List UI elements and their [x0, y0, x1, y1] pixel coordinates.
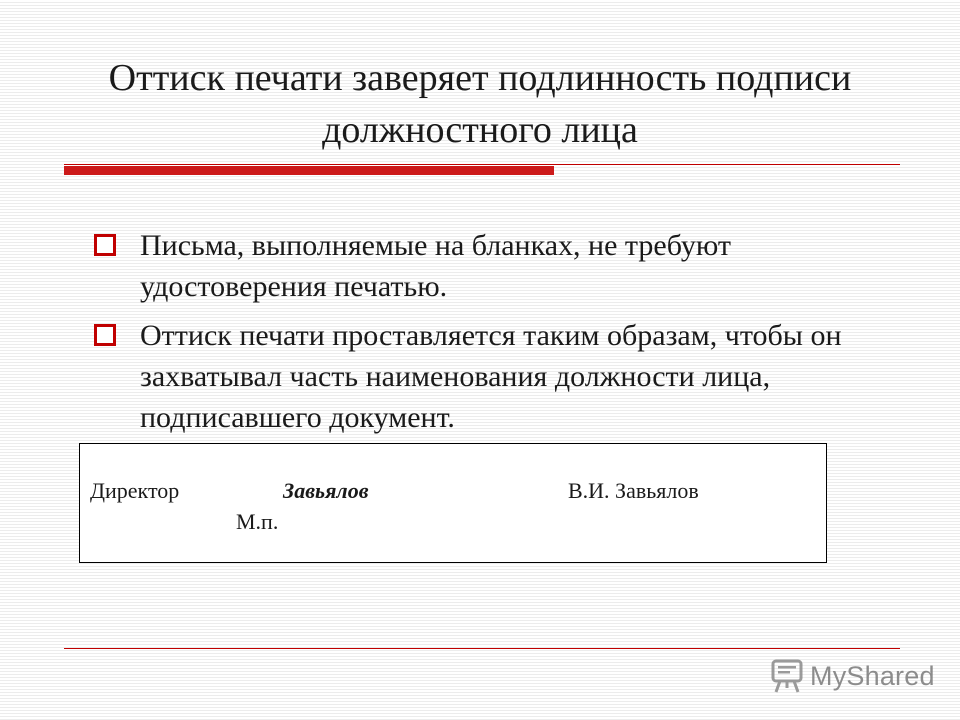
- watermark-text: MyShared: [810, 660, 935, 691]
- watermark-logo: [768, 656, 935, 696]
- title-underline-thick: [64, 166, 554, 175]
- seal-mark-label: М.п.: [236, 509, 279, 534]
- bullet-text: Оттиск печати проставляется таким образам, чтобы он захватывал часть наименования должности лица, подписавшего документ.: [140, 319, 842, 434]
- position-label: Директор: [90, 478, 180, 503]
- signature-sample-box: [79, 443, 827, 563]
- signature-text: Завьялов: [283, 478, 369, 503]
- square-bullet-icon: [94, 324, 116, 346]
- square-bullet-icon: [94, 234, 116, 256]
- bullet-text: Письма, выполняемые на бланках, не требуют удостоверения печатью.: [140, 229, 731, 303]
- bullet-item: [90, 225, 850, 307]
- title-underline-thin: [64, 164, 900, 165]
- footer-divider: [64, 648, 900, 649]
- presentation-board-icon: [768, 657, 806, 695]
- signer-name: В.И. Завьялов: [568, 478, 699, 503]
- bullet-item: [90, 315, 850, 438]
- slide-title: Оттиск печати заверяет подлинность подписи должностного лица: [108, 57, 852, 151]
- bullet-list: [90, 225, 850, 446]
